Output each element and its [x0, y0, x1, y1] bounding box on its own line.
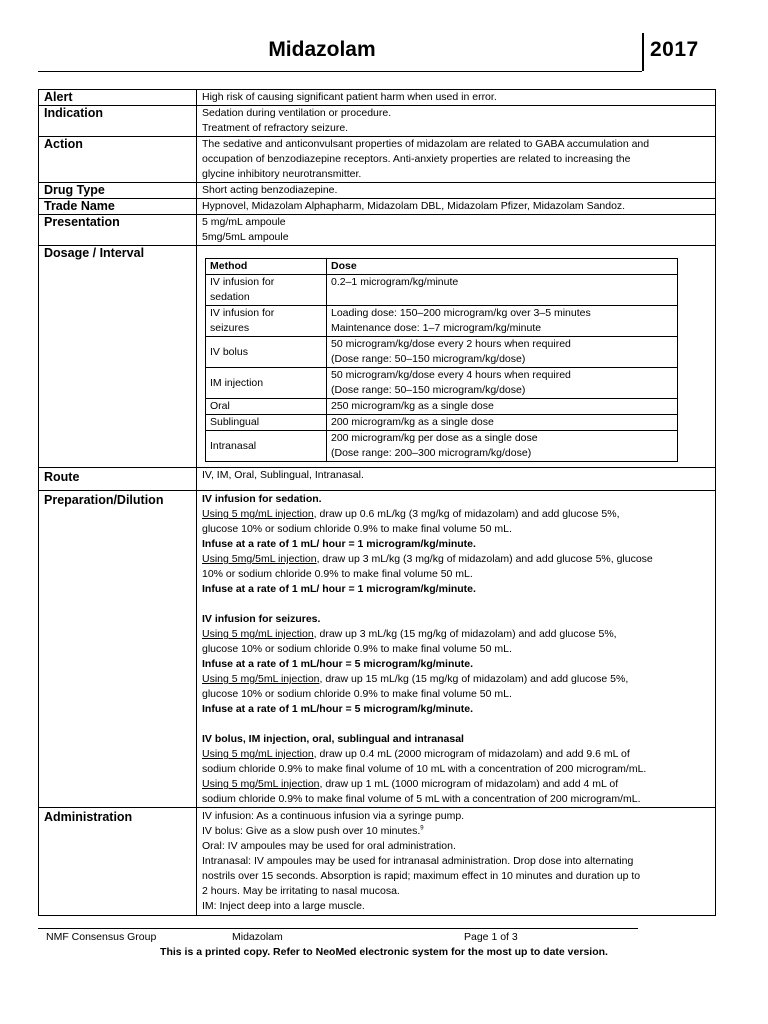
text-line: (Dose range: 200–300 microgram/kg/dose) — [331, 447, 532, 459]
text-line: sodium chloride 0.9% to make final volume of 10 mL with a concentration of 200 microgram/mL. — [202, 763, 647, 775]
concentration-label: Using 5 mg/5mL injection — [202, 778, 320, 790]
text-line: High risk of causing significant patient harm when used in error. — [202, 91, 497, 103]
row-presentation — [39, 215, 716, 246]
text-line: Loading dose: 150–200 microgram/kg over 3–5 minutes — [331, 307, 591, 319]
row-alert — [39, 90, 716, 106]
section-heading: IV infusion for sedation. — [202, 493, 322, 505]
text-line: glycine inhibitory neurotransmitter. — [202, 168, 362, 180]
value-presentation — [197, 215, 716, 246]
text-line: Short acting benzodiazepine. — [202, 184, 338, 196]
dose-method: Sublingual — [206, 415, 327, 431]
text-line — [202, 552, 710, 567]
text-span: , draw up 15 mL/kg (15 mg/kg of midazolam) and add glucose 5%, — [319, 673, 629, 685]
text-line: (Dose range: 50–150 microgram/kg/dose) — [331, 353, 526, 365]
table-row — [206, 275, 678, 306]
row-action — [39, 137, 716, 183]
spacer — [202, 597, 710, 612]
concentration-label: Using 5mg/5mL injection — [202, 553, 317, 565]
section-heading: IV infusion for seizures. — [202, 613, 321, 625]
dose-value — [327, 337, 678, 368]
infusion-rate: Infuse at a rate of 1 mL/ hour = 1 microgram/kg/minute. — [202, 583, 476, 595]
text-line: (Dose range: 50–150 microgram/kg/dose) — [331, 384, 526, 396]
text-line — [202, 824, 710, 839]
page-number: Page 1 of 3 — [464, 931, 518, 943]
text-line: IV infusion for — [210, 276, 275, 288]
header-divider — [642, 33, 644, 71]
text-line: glucose 10% or sodium chloride 0.9% to make final volume 50 mL. — [202, 643, 512, 655]
text-line: IV infusion: As a continuous infusion via a syringe pump. — [202, 810, 465, 822]
value-preparation — [197, 491, 716, 808]
dose-method — [206, 306, 327, 337]
concentration-label: Using 5 mg/mL injection — [202, 508, 314, 520]
text-line: Sedation during ventilation or procedure. — [202, 107, 392, 119]
table-row — [206, 368, 678, 399]
text-line: glucose 10% or sodium chloride 0.9% to make final volume 50 mL. — [202, 523, 512, 535]
value-indication — [197, 106, 716, 137]
text-line: occupation of benzodiazepine receptors. Anti-anxiety properties are related to increasing the — [202, 153, 631, 165]
value-dosage — [197, 246, 716, 468]
footer-drug: Midazolam — [232, 931, 283, 943]
text-line: 2 hours. May be irritating to nasal mucosa. — [202, 885, 400, 897]
row-route — [39, 468, 716, 491]
dose-table-header — [206, 259, 678, 275]
text-line — [202, 627, 710, 642]
dose-value — [327, 368, 678, 399]
label-administration: Administration — [39, 808, 197, 916]
dose-method: Intranasal — [206, 431, 327, 462]
dose-value — [327, 275, 678, 306]
value-trade-name — [197, 199, 716, 215]
text-line: Intranasal: IV ampoules may be used for intranasal administration. Drop dose into alternating — [202, 855, 634, 867]
footer-group: NMF Consensus Group — [46, 931, 157, 943]
text-line — [202, 747, 710, 762]
text-line: 0.2–1 microgram/kg/minute — [331, 276, 459, 288]
section-heading: IV bolus, IM injection, oral, sublingual and intranasal — [202, 733, 464, 745]
text-line: Treatment of refractory seizure. — [202, 122, 349, 134]
text-span: , draw up 1 mL (1000 microgram of midazolam) and add 4 mL of — [319, 778, 619, 790]
dose-value: 250 microgram/kg as a single dose — [327, 399, 678, 415]
text-line: IM: Inject deep into a large muscle. — [202, 900, 365, 912]
text-line — [202, 672, 710, 687]
row-indication — [39, 106, 716, 137]
dose-method: IV bolus — [206, 337, 327, 368]
reference-number: 9 — [420, 825, 424, 832]
row-dosage — [39, 246, 716, 468]
infusion-rate: Infuse at a rate of 1 mL/ hour = 1 microgram/kg/minute. — [202, 538, 476, 550]
table-row — [206, 431, 678, 462]
dose-method — [206, 275, 327, 306]
dose-table — [205, 258, 678, 462]
text-span: , draw up 3 mL/kg (15 mg/kg of midazolam) and add glucose 5%, — [313, 628, 617, 640]
text-line — [202, 507, 710, 522]
footer-note: This is a printed copy. Refer to NeoMed electronic system for the most up to date version. — [160, 946, 608, 958]
row-administration — [39, 808, 716, 916]
label-action: Action — [39, 137, 197, 183]
dose-value: 200 microgram/kg as a single dose — [327, 415, 678, 431]
text-line: The sedative and anticonvulsant properties of midazolam are related to GABA accumulation and — [202, 138, 650, 150]
dose-header-method: Method — [206, 259, 327, 275]
value-alert — [197, 90, 716, 106]
label-route: Route — [39, 468, 197, 491]
text-line: sedation — [210, 291, 250, 303]
dose-method: Oral — [206, 399, 327, 415]
dose-method: IM injection — [206, 368, 327, 399]
table-row — [206, 306, 678, 337]
concentration-label: Using 5 mg/mL injection — [202, 628, 314, 640]
label-indication: Indication — [39, 106, 197, 137]
text-line: IV, IM, Oral, Sublingual, Intranasal. — [202, 469, 364, 481]
text-line: nostrils over 15 seconds. Absorption is rapid; maximum effect in 10 minutes and duration up to — [202, 870, 641, 882]
page-title: Midazolam — [268, 38, 376, 61]
text-line: 50 microgram/kg/dose every 4 hours when required — [331, 369, 571, 381]
label-drug-type: Drug Type — [39, 183, 197, 199]
text-line: IV infusion for — [210, 307, 275, 319]
text-line: seizures — [210, 322, 250, 334]
footer-rule — [38, 928, 638, 929]
text-line: Hypnovel, Midazolam Alphapharm, Midazolam DBL, Midazolam Pfizer, Midazolam Sandoz. — [202, 200, 626, 212]
text-line: 5 mg/mL ampoule — [202, 216, 286, 228]
spacer — [202, 717, 710, 732]
text-line: 10% or sodium chloride 0.9% to make final volume 50 mL. — [202, 568, 473, 580]
row-trade-name — [39, 199, 716, 215]
label-presentation: Presentation — [39, 215, 197, 246]
text-span: , draw up 3 mL/kg (3 mg/kg of midazolam) and add glucose 5%, glucose — [316, 553, 653, 565]
text-span: , draw up 0.6 mL/kg (3 mg/kg of midazolam) and add glucose 5%, — [313, 508, 620, 520]
label-dosage: Dosage / Interval — [39, 246, 197, 468]
row-preparation — [39, 491, 716, 808]
infusion-rate: Infuse at a rate of 1 mL/hour = 5 microgram/kg/minute. — [202, 703, 474, 715]
text-line: Oral: IV ampoules may be used for oral administration. — [202, 840, 456, 852]
text-line: Maintenance dose: 1–7 microgram/kg/minute — [331, 322, 542, 334]
text-line: 50 microgram/kg/dose every 2 hours when required — [331, 338, 571, 350]
dose-value — [327, 431, 678, 462]
value-administration — [197, 808, 716, 916]
dose-value — [327, 306, 678, 337]
value-drug-type — [197, 183, 716, 199]
text-line: 5mg/5mL ampoule — [202, 231, 289, 243]
text-line: sodium chloride 0.9% to make final volume of 5 mL with a concentration of 200 microgram/mL. — [202, 793, 641, 805]
label-trade-name: Trade Name — [39, 199, 197, 215]
concentration-label: Using 5 mg/5mL injection — [202, 673, 320, 685]
row-drug-type — [39, 183, 716, 199]
label-alert: Alert — [39, 90, 197, 106]
value-route — [197, 468, 716, 491]
table-row — [206, 337, 678, 368]
monograph-table — [38, 89, 716, 916]
value-action — [197, 137, 716, 183]
dose-header-dose: Dose — [327, 259, 678, 275]
text-line: glucose 10% or sodium chloride 0.9% to make final volume 50 mL. — [202, 688, 512, 700]
concentration-label: Using 5 mg/mL injection — [202, 748, 314, 760]
table-row — [206, 399, 678, 415]
text-span: IV bolus: Give as a slow push over 10 minutes. — [202, 825, 421, 837]
text-line — [202, 777, 710, 792]
text-line: 200 microgram/kg per dose as a single dose — [331, 432, 538, 444]
infusion-rate: Infuse at a rate of 1 mL/hour = 5 microgram/kg/minute. — [202, 658, 474, 670]
document-year: 2017 — [650, 38, 699, 61]
label-preparation: Preparation/Dilution — [39, 491, 197, 808]
text-span: , draw up 0.4 mL (2000 microgram of midazolam) and add 9.6 mL of — [313, 748, 630, 760]
table-row — [206, 415, 678, 431]
header-rule — [38, 71, 642, 72]
